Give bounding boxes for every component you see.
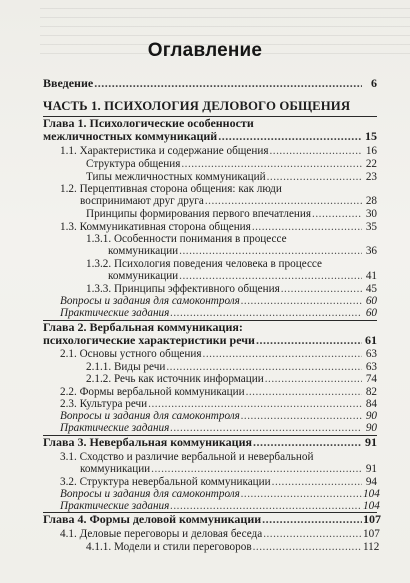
toc-section: 1.3. Коммуникативная сторона общения ..... 35 [60, 221, 377, 233]
toc-subsection: Принципы формирования первого впечатления ..... 30 [86, 208, 377, 220]
toc-section: коммуникации ..... 91 [80, 463, 377, 475]
toc-chapter: Глава 3. Невербальная коммуникация ..... 91 [43, 436, 377, 448]
toc-chapter: межличностных коммуникаций ..... 15 [43, 130, 377, 142]
toc-section: 2.1. Основы устного общения ..... 63 [60, 348, 377, 360]
toc-subsection: Структура общения ..... 22 [86, 158, 377, 170]
toc-subsection: 1.3.3. Принципы эффективного общения ..... 45 [86, 283, 377, 295]
toc-practice: Практические задания ..... 90 [60, 422, 377, 434]
toc-questions: Вопросы и задания для самоконтроля ..... 104 [60, 488, 377, 500]
toc-subsection-line1: 1.3.1. Особенности понимания в процессе [86, 233, 287, 245]
page-title: Оглавление [147, 40, 263, 61]
toc-section: воспринимают друг друга ..... 28 [80, 195, 377, 207]
toc-section: 2.2. Формы вербальной коммуникации ..... 82 [60, 386, 377, 398]
toc-practice: Практические задания ..... 104 [60, 500, 377, 512]
toc-section: 4.1. Деловые переговоры и деловая беседа ..... 107 [60, 528, 377, 540]
toc-questions: Вопросы и задания для самоконтроля ..... 60 [60, 295, 377, 307]
toc-subsection: коммуникации ..... 36 [108, 245, 377, 257]
toc-questions: Вопросы и задания для самоконтроля ..... 90 [60, 410, 377, 422]
toc-section: 1.1. Характеристика и содержание общения ..... 16 [60, 145, 377, 157]
toc-section: 3.2. Структура невербальной коммуникации ..... 94 [60, 476, 377, 488]
toc-subsection: 2.1.1. Виды речи ..... 63 [86, 361, 377, 373]
toc-section: 2.3. Культура речи ..... 84 [60, 398, 377, 410]
toc-subsection: коммуникации ..... 41 [108, 270, 377, 282]
toc-entry: Введение ..... 6 [43, 77, 377, 89]
toc-chapter: Глава 4. Формы деловой коммуникации ..... 107 [43, 513, 377, 525]
toc-subsection: 4.1.1. Модели и стили переговоров ..... 112 [86, 541, 377, 553]
toc-subsection-line1: 1.3.2. Психология поведения человека в процессе [86, 258, 322, 270]
toc-section-line1: 1.2. Перцептивная сторона общения: как люди [60, 183, 282, 195]
toc-subsection: 2.1.2. Речь как источник информации ..... 74 [86, 373, 377, 385]
toc-practice: Практические задания ..... 60 [60, 307, 377, 319]
toc-section-line1: 3.1. Сходство и различие вербальной и невербальной [60, 451, 314, 463]
toc-part-heading: ЧАСТЬ 1. ПСИХОЛОГИЯ ДЕЛОВОГО ОБЩЕНИЯ [43, 99, 351, 113]
toc-chapter: психологические характеристики речи ..... 61 [43, 334, 377, 346]
toc-subsection: Типы межличностных коммуникаций ..... 23 [86, 171, 377, 183]
toc-chapter-line1: Глава 2. Вербальная коммуникация: [43, 320, 243, 334]
toc-chapter-line1: Глава 1. Психологические особенности [43, 116, 254, 130]
